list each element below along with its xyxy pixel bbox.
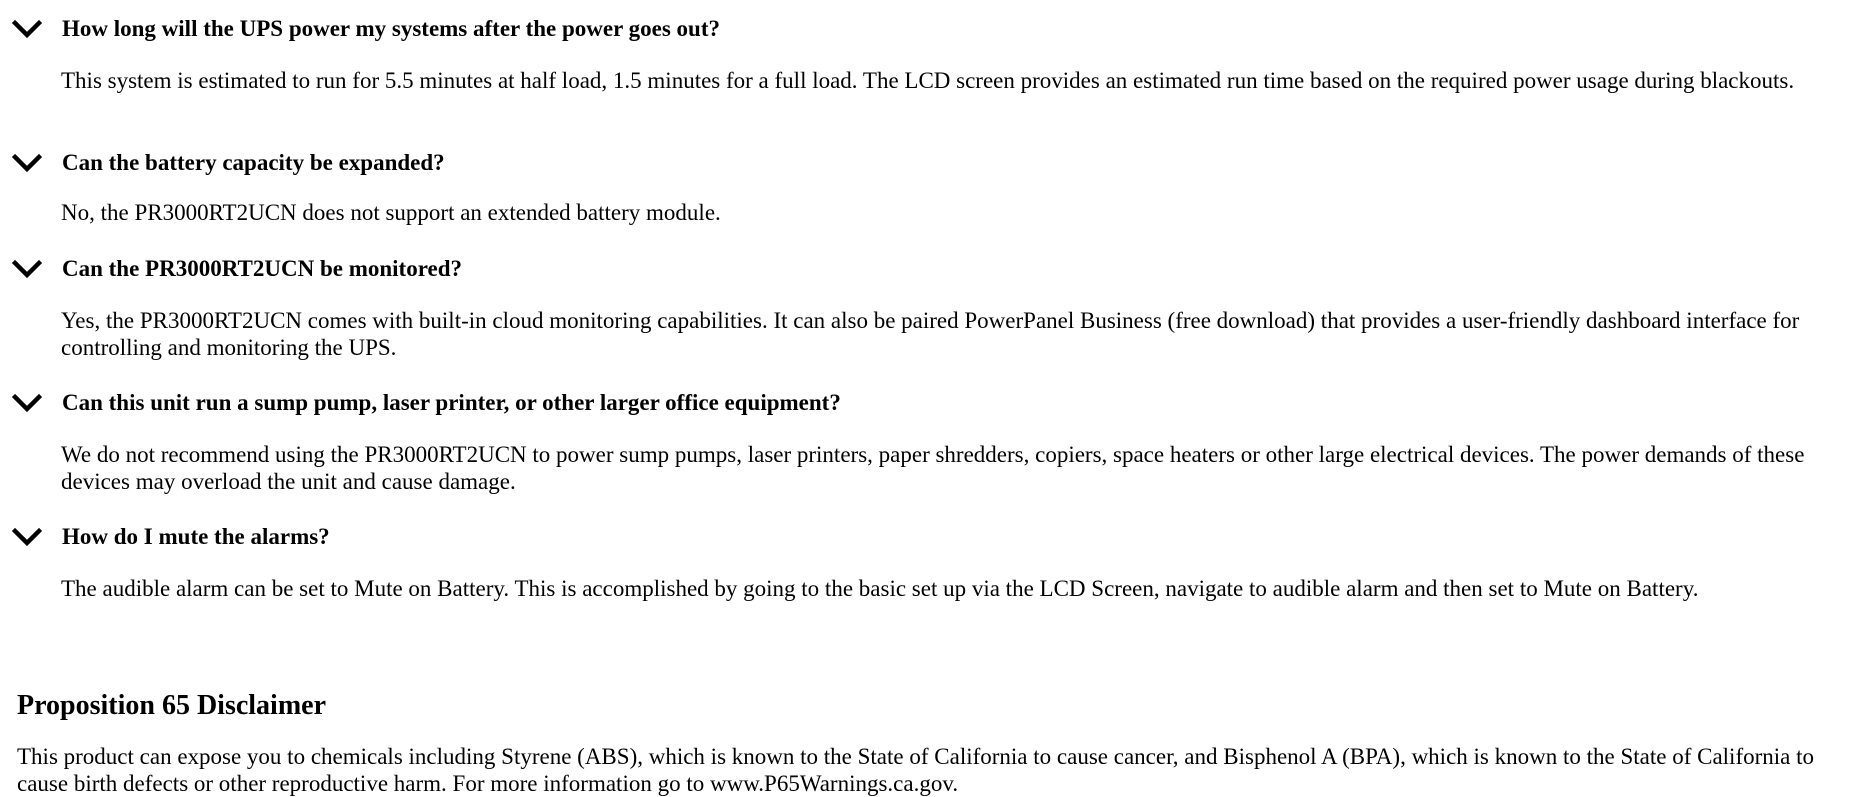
faq-question-text: Can the PR3000RT2UCN be monitored? <box>62 256 462 281</box>
faq-question-text: How do I mute the alarms? <box>62 524 330 549</box>
chevron-down-icon[interactable] <box>12 393 42 413</box>
faq-item <box>0 376 1852 494</box>
faq-answer: The audible alarm can be set to Mute on Battery. This is accomplished by going to the basic set up via the LCD Screen, navigate to audible alarm and then set to Mute on Battery. <box>61 576 1699 601</box>
faq-item <box>0 510 1852 601</box>
faq-answer: Yes, the PR3000RT2UCN comes with built-in cloud monitoring capabilities. It can also be paired PowerPanel Business (free download) that provides a user-friendly dashboard interface for controlling and monitoring the UPS. <box>61 308 1800 360</box>
faq-answer: We do not recommend using the PR3000RT2UCN to power sump pumps, laser printers, paper shredders, copiers, space heaters or other large electrical devices. The power demands of these devices may overload the unit and cause damage. <box>61 442 1805 494</box>
faq-question-toggle[interactable] <box>0 136 1852 190</box>
prop65-text: This product can expose you to chemicals including Styrene (ABS), which is known to the State of California to cause cancer, and Bisphenol A (BPA), which is known to the State of California to cause birth defects or other reproductive harm. For more information go to www.P65Warnings.ca.gov. <box>17 744 1814 796</box>
faq-answer: This system is estimated to run for 5.5 minutes at half load, 1.5 minutes for a full load. The LCD screen provides an estimated run time based on the required power usage during blackouts. <box>61 68 1795 93</box>
faq-answer: No, the PR3000RT2UCN does not support an extended battery module. <box>61 200 721 225</box>
prop65-disclaimer <box>17 689 1837 797</box>
chevron-down-icon[interactable] <box>12 153 42 173</box>
chevron-down-icon[interactable] <box>12 259 42 279</box>
faq-question-toggle[interactable] <box>0 376 1852 430</box>
faq-question-text: Can this unit run a sump pump, laser printer, or other larger office equipment? <box>62 390 841 415</box>
faq-item <box>0 242 1852 360</box>
faq-item <box>0 136 1852 225</box>
chevron-down-icon[interactable] <box>12 527 42 547</box>
faq-item <box>0 2 1852 93</box>
faq-question-text: Can the battery capacity be expanded? <box>62 150 445 175</box>
chevron-down-icon[interactable] <box>12 19 42 39</box>
prop65-title: Proposition 65 Disclaimer <box>17 690 327 721</box>
faq-question-toggle[interactable] <box>0 2 1852 56</box>
faq-question-toggle[interactable] <box>0 242 1852 296</box>
faq-question-toggle[interactable] <box>0 510 1852 564</box>
faq-question-text: How long will the UPS power my systems after the power goes out? <box>62 16 721 41</box>
